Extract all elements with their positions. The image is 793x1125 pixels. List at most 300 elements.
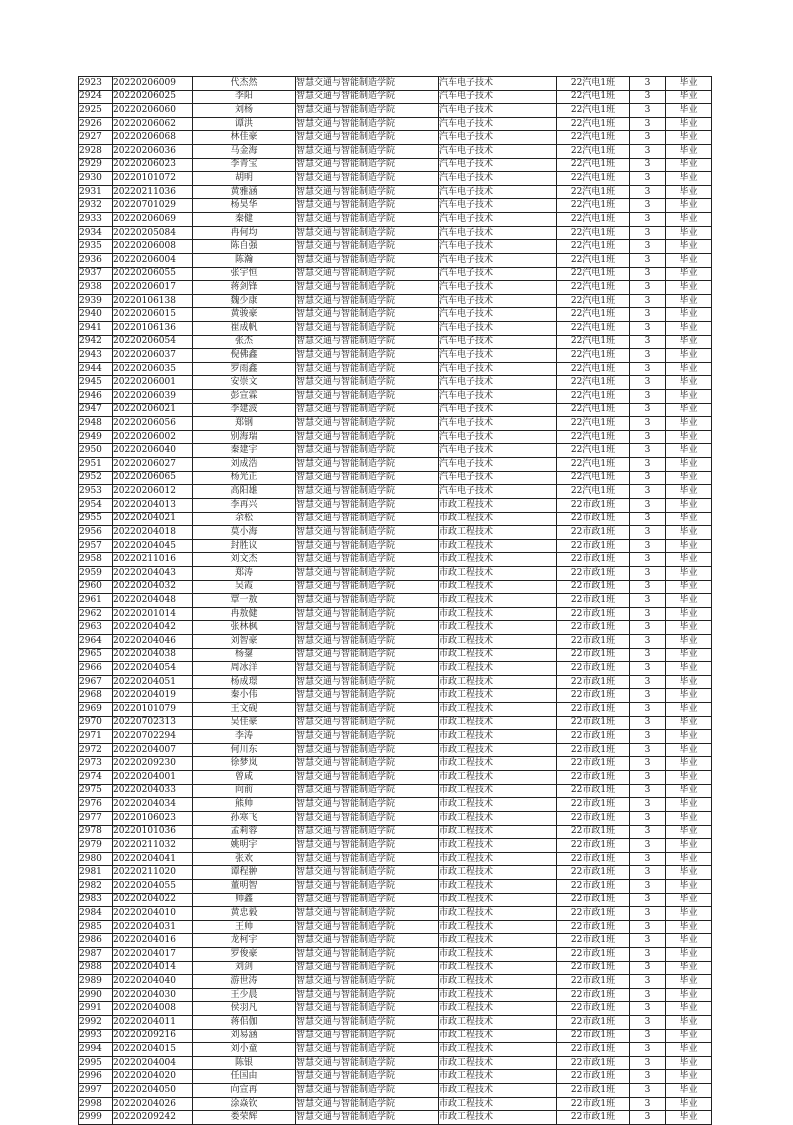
serial-number-cell: 2993 xyxy=(79,1029,113,1043)
graduation-status-cell: 毕业 xyxy=(666,267,712,281)
student-id-cell: 20220201014 xyxy=(113,607,193,621)
graduate-roster-table xyxy=(78,76,712,1125)
student-id-cell: 20220204013 xyxy=(113,498,193,512)
table-row xyxy=(79,703,712,717)
student-id-cell: 20220206035 xyxy=(113,362,193,376)
study-years-cell: 3 xyxy=(630,104,666,118)
table-row xyxy=(79,1084,712,1098)
college-cell: 智慧交通与智能制造学院 xyxy=(296,77,439,91)
student-id-cell: 20220101079 xyxy=(113,703,193,717)
class-cell: 22汽电1班 xyxy=(557,390,630,404)
serial-number-cell: 2938 xyxy=(79,281,113,295)
student-name-cell: 蒋剑锋 xyxy=(193,281,296,295)
serial-number-cell: 2986 xyxy=(79,934,113,948)
college-cell: 智慧交通与智能制造学院 xyxy=(296,417,439,431)
study-years-cell: 3 xyxy=(630,825,666,839)
serial-number-cell: 2992 xyxy=(79,1016,113,1030)
major-cell: 市政工程技术 xyxy=(439,975,557,989)
student-id-cell: 20220211016 xyxy=(113,553,193,567)
study-years-cell: 3 xyxy=(630,866,666,880)
table-row xyxy=(79,485,712,499)
serial-number-cell: 2999 xyxy=(79,1111,113,1125)
college-cell: 智慧交通与智能制造学院 xyxy=(296,852,439,866)
major-cell: 汽车电子技术 xyxy=(439,376,557,390)
serial-number-cell: 2926 xyxy=(79,117,113,131)
study-years-cell: 3 xyxy=(630,975,666,989)
college-cell: 智慧交通与智能制造学院 xyxy=(296,689,439,703)
student-id-cell: 20220204020 xyxy=(113,1070,193,1084)
college-cell: 智慧交通与智能制造学院 xyxy=(296,281,439,295)
student-name-cell: 莫小海 xyxy=(193,526,296,540)
major-cell: 汽车电子技术 xyxy=(439,444,557,458)
college-cell: 智慧交通与智能制造学院 xyxy=(296,703,439,717)
student-name-cell: 王少晨 xyxy=(193,988,296,1002)
study-years-cell: 3 xyxy=(630,226,666,240)
serial-number-cell: 2923 xyxy=(79,77,113,91)
study-years-cell: 3 xyxy=(630,689,666,703)
major-cell: 市政工程技术 xyxy=(439,607,557,621)
graduation-status-cell: 毕业 xyxy=(666,920,712,934)
graduation-status-cell: 毕业 xyxy=(666,798,712,812)
study-years-cell: 3 xyxy=(630,839,666,853)
student-name-cell: 熊帅 xyxy=(193,798,296,812)
major-cell: 汽车电子技术 xyxy=(439,417,557,431)
student-id-cell: 20220204042 xyxy=(113,621,193,635)
college-cell: 智慧交通与智能制造学院 xyxy=(296,362,439,376)
study-years-cell: 3 xyxy=(630,634,666,648)
college-cell: 智慧交通与智能制造学院 xyxy=(296,512,439,526)
graduation-status-cell: 毕业 xyxy=(666,1084,712,1098)
major-cell: 市政工程技术 xyxy=(439,771,557,785)
class-cell: 22汽电1班 xyxy=(557,117,630,131)
study-years-cell: 3 xyxy=(630,77,666,91)
college-cell: 智慧交通与智能制造学院 xyxy=(296,907,439,921)
study-years-cell: 3 xyxy=(630,961,666,975)
graduation-status-cell: 毕业 xyxy=(666,975,712,989)
class-cell: 22市政1班 xyxy=(557,975,630,989)
table-row xyxy=(79,172,712,186)
study-years-cell: 3 xyxy=(630,893,666,907)
graduation-status-cell: 毕业 xyxy=(666,172,712,186)
student-name-cell: 罗雨鑫 xyxy=(193,362,296,376)
college-cell: 智慧交通与智能制造学院 xyxy=(296,1002,439,1016)
serial-number-cell: 2995 xyxy=(79,1056,113,1070)
student-id-cell: 20220206023 xyxy=(113,158,193,172)
class-cell: 22市政1班 xyxy=(557,621,630,635)
student-id-cell: 20220206062 xyxy=(113,117,193,131)
student-name-cell: 倪佛鑫 xyxy=(193,349,296,363)
major-cell: 市政工程技术 xyxy=(439,566,557,580)
college-cell: 智慧交通与智能制造学院 xyxy=(296,145,439,159)
college-cell: 智慧交通与智能制造学院 xyxy=(296,839,439,853)
student-name-cell: 游世涛 xyxy=(193,975,296,989)
graduation-status-cell: 毕业 xyxy=(666,77,712,91)
student-name-cell: 罗俊豪 xyxy=(193,948,296,962)
student-id-cell: 20220206056 xyxy=(113,417,193,431)
serial-number-cell: 2990 xyxy=(79,988,113,1002)
serial-number-cell: 2936 xyxy=(79,253,113,267)
major-cell: 市政工程技术 xyxy=(439,784,557,798)
graduation-status-cell: 毕业 xyxy=(666,526,712,540)
table-row xyxy=(79,879,712,893)
graduation-status-cell: 毕业 xyxy=(666,498,712,512)
study-years-cell: 3 xyxy=(630,594,666,608)
college-cell: 智慧交通与智能制造学院 xyxy=(296,1016,439,1030)
table-row xyxy=(79,158,712,172)
college-cell: 智慧交通与智能制造学院 xyxy=(296,471,439,485)
graduation-status-cell: 毕业 xyxy=(666,226,712,240)
class-cell: 22汽电1班 xyxy=(557,376,630,390)
student-name-cell: 陈自强 xyxy=(193,240,296,254)
major-cell: 汽车电子技术 xyxy=(439,226,557,240)
student-name-cell: 李青宝 xyxy=(193,158,296,172)
student-id-cell: 20220206065 xyxy=(113,471,193,485)
graduation-status-cell: 毕业 xyxy=(666,90,712,104)
student-id-cell: 20220206009 xyxy=(113,77,193,91)
study-years-cell: 3 xyxy=(630,716,666,730)
serial-number-cell: 2961 xyxy=(79,594,113,608)
major-cell: 市政工程技术 xyxy=(439,1111,557,1125)
student-name-cell: 余松 xyxy=(193,512,296,526)
table-row xyxy=(79,321,712,335)
student-name-cell: 封胜议 xyxy=(193,539,296,553)
student-id-cell: 20220206055 xyxy=(113,267,193,281)
student-name-cell: 任国由 xyxy=(193,1070,296,1084)
serial-number-cell: 2994 xyxy=(79,1043,113,1057)
graduation-status-cell: 毕业 xyxy=(666,390,712,404)
major-cell: 汽车电子技术 xyxy=(439,172,557,186)
class-cell: 22市政1班 xyxy=(557,811,630,825)
class-cell: 22汽电1班 xyxy=(557,158,630,172)
major-cell: 汽车电子技术 xyxy=(439,104,557,118)
table-row xyxy=(79,634,712,648)
graduation-status-cell: 毕业 xyxy=(666,771,712,785)
student-id-cell: 20220204032 xyxy=(113,580,193,594)
student-name-cell: 谭程翀 xyxy=(193,866,296,880)
study-years-cell: 3 xyxy=(630,1043,666,1057)
student-name-cell: 杨光正 xyxy=(193,471,296,485)
graduation-status-cell: 毕业 xyxy=(666,703,712,717)
major-cell: 市政工程技术 xyxy=(439,1016,557,1030)
student-name-cell: 胡明 xyxy=(193,172,296,186)
major-cell: 市政工程技术 xyxy=(439,1002,557,1016)
college-cell: 智慧交通与智能制造学院 xyxy=(296,934,439,948)
class-cell: 22市政1班 xyxy=(557,1084,630,1098)
serial-number-cell: 2941 xyxy=(79,321,113,335)
major-cell: 汽车电子技术 xyxy=(439,253,557,267)
graduation-status-cell: 毕业 xyxy=(666,784,712,798)
serial-number-cell: 2925 xyxy=(79,104,113,118)
table-row xyxy=(79,185,712,199)
college-cell: 智慧交通与智能制造学院 xyxy=(296,1097,439,1111)
class-cell: 22汽电1班 xyxy=(557,444,630,458)
study-years-cell: 3 xyxy=(630,253,666,267)
class-cell: 22汽电1班 xyxy=(557,213,630,227)
study-years-cell: 3 xyxy=(630,1111,666,1125)
serial-number-cell: 2966 xyxy=(79,662,113,676)
student-id-cell: 20220206021 xyxy=(113,403,193,417)
graduation-status-cell: 毕业 xyxy=(666,743,712,757)
student-id-cell: 20220206039 xyxy=(113,390,193,404)
student-id-cell: 20220206008 xyxy=(113,240,193,254)
study-years-cell: 3 xyxy=(630,458,666,472)
table-row xyxy=(79,281,712,295)
table-row xyxy=(79,308,712,322)
student-id-cell: 20220206015 xyxy=(113,308,193,322)
table-row xyxy=(79,145,712,159)
student-name-cell: 冉何均 xyxy=(193,226,296,240)
college-cell: 智慧交通与智能制造学院 xyxy=(296,1056,439,1070)
student-name-cell: 黄骏豪 xyxy=(193,308,296,322)
class-cell: 22市政1班 xyxy=(557,662,630,676)
major-cell: 汽车电子技术 xyxy=(439,199,557,213)
class-cell: 22汽电1班 xyxy=(557,485,630,499)
study-years-cell: 3 xyxy=(630,703,666,717)
student-name-cell: 周冰洋 xyxy=(193,662,296,676)
student-id-cell: 20220101072 xyxy=(113,172,193,186)
student-name-cell: 彭宣霖 xyxy=(193,390,296,404)
college-cell: 智慧交通与智能制造学院 xyxy=(296,988,439,1002)
graduation-status-cell: 毕业 xyxy=(666,1043,712,1057)
student-id-cell: 20220206068 xyxy=(113,131,193,145)
table-row xyxy=(79,907,712,921)
graduation-status-cell: 毕业 xyxy=(666,362,712,376)
student-name-cell: 向宣再 xyxy=(193,1084,296,1098)
graduation-status-cell: 毕业 xyxy=(666,879,712,893)
student-id-cell: 20220204045 xyxy=(113,539,193,553)
table-row xyxy=(79,213,712,227)
table-row xyxy=(79,362,712,376)
serial-number-cell: 2943 xyxy=(79,349,113,363)
student-id-cell: 20220101036 xyxy=(113,825,193,839)
table-row xyxy=(79,784,712,798)
graduation-status-cell: 毕业 xyxy=(666,213,712,227)
serial-number-cell: 2940 xyxy=(79,308,113,322)
serial-number-cell: 2932 xyxy=(79,199,113,213)
student-id-cell: 20220204050 xyxy=(113,1084,193,1098)
roster-body xyxy=(79,77,712,1125)
student-id-cell: 20220204007 xyxy=(113,743,193,757)
table-row xyxy=(79,131,712,145)
student-id-cell: 20220204034 xyxy=(113,798,193,812)
graduation-status-cell: 毕业 xyxy=(666,648,712,662)
graduation-status-cell: 毕业 xyxy=(666,907,712,921)
class-cell: 22市政1班 xyxy=(557,703,630,717)
graduation-status-cell: 毕业 xyxy=(666,1029,712,1043)
graduation-status-cell: 毕业 xyxy=(666,253,712,267)
study-years-cell: 3 xyxy=(630,444,666,458)
college-cell: 智慧交通与智能制造学院 xyxy=(296,185,439,199)
study-years-cell: 3 xyxy=(630,784,666,798)
table-row xyxy=(79,1056,712,1070)
study-years-cell: 3 xyxy=(630,988,666,1002)
class-cell: 22汽电1班 xyxy=(557,267,630,281)
student-name-cell: 刘智豪 xyxy=(193,634,296,648)
study-years-cell: 3 xyxy=(630,281,666,295)
table-row xyxy=(79,566,712,580)
graduation-status-cell: 毕业 xyxy=(666,1002,712,1016)
student-id-cell: 20220206040 xyxy=(113,444,193,458)
student-name-cell: 蒋佀伽 xyxy=(193,1016,296,1030)
graduation-status-cell: 毕业 xyxy=(666,1070,712,1084)
college-cell: 智慧交通与智能制造学院 xyxy=(296,158,439,172)
student-id-cell: 20220206025 xyxy=(113,90,193,104)
study-years-cell: 3 xyxy=(630,240,666,254)
major-cell: 汽车电子技术 xyxy=(439,390,557,404)
study-years-cell: 3 xyxy=(630,471,666,485)
major-cell: 市政工程技术 xyxy=(439,648,557,662)
student-name-cell: 孟莉蓉 xyxy=(193,825,296,839)
class-cell: 22市政1班 xyxy=(557,566,630,580)
table-row xyxy=(79,716,712,730)
table-row xyxy=(79,539,712,553)
table-row xyxy=(79,920,712,934)
college-cell: 智慧交通与智能制造学院 xyxy=(296,757,439,771)
class-cell: 22市政1班 xyxy=(557,743,630,757)
table-row xyxy=(79,594,712,608)
study-years-cell: 3 xyxy=(630,798,666,812)
student-id-cell: 20220206001 xyxy=(113,376,193,390)
student-id-cell: 20220206069 xyxy=(113,213,193,227)
graduation-status-cell: 毕业 xyxy=(666,185,712,199)
graduation-status-cell: 毕业 xyxy=(666,117,712,131)
class-cell: 22市政1班 xyxy=(557,798,630,812)
graduation-status-cell: 毕业 xyxy=(666,308,712,322)
college-cell: 智慧交通与智能制造学院 xyxy=(296,117,439,131)
table-row xyxy=(79,376,712,390)
graduation-status-cell: 毕业 xyxy=(666,866,712,880)
study-years-cell: 3 xyxy=(630,321,666,335)
table-row xyxy=(79,839,712,853)
graduation-status-cell: 毕业 xyxy=(666,1111,712,1125)
study-years-cell: 3 xyxy=(630,376,666,390)
serial-number-cell: 2980 xyxy=(79,852,113,866)
class-cell: 22汽电1班 xyxy=(557,335,630,349)
student-id-cell: 20220204055 xyxy=(113,879,193,893)
student-name-cell: 何川东 xyxy=(193,743,296,757)
student-name-cell: 刘小童 xyxy=(193,1043,296,1057)
major-cell: 市政工程技术 xyxy=(439,512,557,526)
student-id-cell: 20220206004 xyxy=(113,253,193,267)
study-years-cell: 3 xyxy=(630,417,666,431)
major-cell: 市政工程技术 xyxy=(439,539,557,553)
serial-number-cell: 2949 xyxy=(79,430,113,444)
student-id-cell: 20220204019 xyxy=(113,689,193,703)
table-row xyxy=(79,975,712,989)
student-name-cell: 刘杨 xyxy=(193,104,296,118)
student-id-cell: 20220211032 xyxy=(113,839,193,853)
student-name-cell: 秦健 xyxy=(193,213,296,227)
table-row xyxy=(79,1043,712,1057)
college-cell: 智慧交通与智能制造学院 xyxy=(296,866,439,880)
serial-number-cell: 2953 xyxy=(79,485,113,499)
study-years-cell: 3 xyxy=(630,580,666,594)
serial-number-cell: 2984 xyxy=(79,907,113,921)
serial-number-cell: 2924 xyxy=(79,90,113,104)
class-cell: 22汽电1班 xyxy=(557,131,630,145)
graduation-status-cell: 毕业 xyxy=(666,852,712,866)
serial-number-cell: 2997 xyxy=(79,1084,113,1098)
class-cell: 22市政1班 xyxy=(557,866,630,880)
student-name-cell: 张林枫 xyxy=(193,621,296,635)
study-years-cell: 3 xyxy=(630,539,666,553)
class-cell: 22市政1班 xyxy=(557,907,630,921)
graduation-status-cell: 毕业 xyxy=(666,321,712,335)
major-cell: 汽车电子技术 xyxy=(439,240,557,254)
study-years-cell: 3 xyxy=(630,512,666,526)
student-id-cell: 20220204031 xyxy=(113,920,193,934)
student-id-cell: 20220206060 xyxy=(113,104,193,118)
serial-number-cell: 2945 xyxy=(79,376,113,390)
class-cell: 22汽电1班 xyxy=(557,226,630,240)
college-cell: 智慧交通与智能制造学院 xyxy=(296,444,439,458)
serial-number-cell: 2987 xyxy=(79,948,113,962)
college-cell: 智慧交通与智能制造学院 xyxy=(296,607,439,621)
college-cell: 智慧交通与智能制造学院 xyxy=(296,403,439,417)
table-row xyxy=(79,648,712,662)
study-years-cell: 3 xyxy=(630,1002,666,1016)
college-cell: 智慧交通与智能制造学院 xyxy=(296,1070,439,1084)
class-cell: 22汽电1班 xyxy=(557,240,630,254)
major-cell: 市政工程技术 xyxy=(439,948,557,962)
major-cell: 汽车电子技术 xyxy=(439,349,557,363)
student-name-cell: 龙柯宇 xyxy=(193,934,296,948)
major-cell: 市政工程技术 xyxy=(439,580,557,594)
college-cell: 智慧交通与智能制造学院 xyxy=(296,485,439,499)
class-cell: 22汽电1班 xyxy=(557,362,630,376)
table-row xyxy=(79,430,712,444)
table-row xyxy=(79,757,712,771)
student-name-cell: 吴霞 xyxy=(193,580,296,594)
class-cell: 22汽电1班 xyxy=(557,403,630,417)
study-years-cell: 3 xyxy=(630,349,666,363)
college-cell: 智慧交通与智能制造学院 xyxy=(296,172,439,186)
major-cell: 市政工程技术 xyxy=(439,526,557,540)
major-cell: 市政工程技术 xyxy=(439,1056,557,1070)
study-years-cell: 3 xyxy=(630,648,666,662)
table-row xyxy=(79,240,712,254)
major-cell: 市政工程技术 xyxy=(439,934,557,948)
class-cell: 22市政1班 xyxy=(557,879,630,893)
student-name-cell: 徐梦岚 xyxy=(193,757,296,771)
serial-number-cell: 2947 xyxy=(79,403,113,417)
graduation-status-cell: 毕业 xyxy=(666,825,712,839)
college-cell: 智慧交通与智能制造学院 xyxy=(296,920,439,934)
class-cell: 22汽电1班 xyxy=(557,281,630,295)
college-cell: 智慧交通与智能制造学院 xyxy=(296,594,439,608)
study-years-cell: 3 xyxy=(630,1016,666,1030)
student-id-cell: 20220206037 xyxy=(113,349,193,363)
class-cell: 22汽电1班 xyxy=(557,199,630,213)
class-cell: 22市政1班 xyxy=(557,757,630,771)
student-name-cell: 李涛 xyxy=(193,730,296,744)
graduation-status-cell: 毕业 xyxy=(666,1097,712,1111)
student-name-cell: 王文砚 xyxy=(193,703,296,717)
graduation-status-cell: 毕业 xyxy=(666,335,712,349)
serial-number-cell: 2934 xyxy=(79,226,113,240)
graduation-status-cell: 毕业 xyxy=(666,634,712,648)
table-row xyxy=(79,335,712,349)
table-row xyxy=(79,512,712,526)
study-years-cell: 3 xyxy=(630,1084,666,1098)
graduation-status-cell: 毕业 xyxy=(666,199,712,213)
major-cell: 汽车电子技术 xyxy=(439,321,557,335)
table-row xyxy=(79,934,712,948)
student-name-cell: 董明智 xyxy=(193,879,296,893)
college-cell: 智慧交通与智能制造学院 xyxy=(296,771,439,785)
major-cell: 汽车电子技术 xyxy=(439,458,557,472)
student-name-cell: 刘剑 xyxy=(193,961,296,975)
